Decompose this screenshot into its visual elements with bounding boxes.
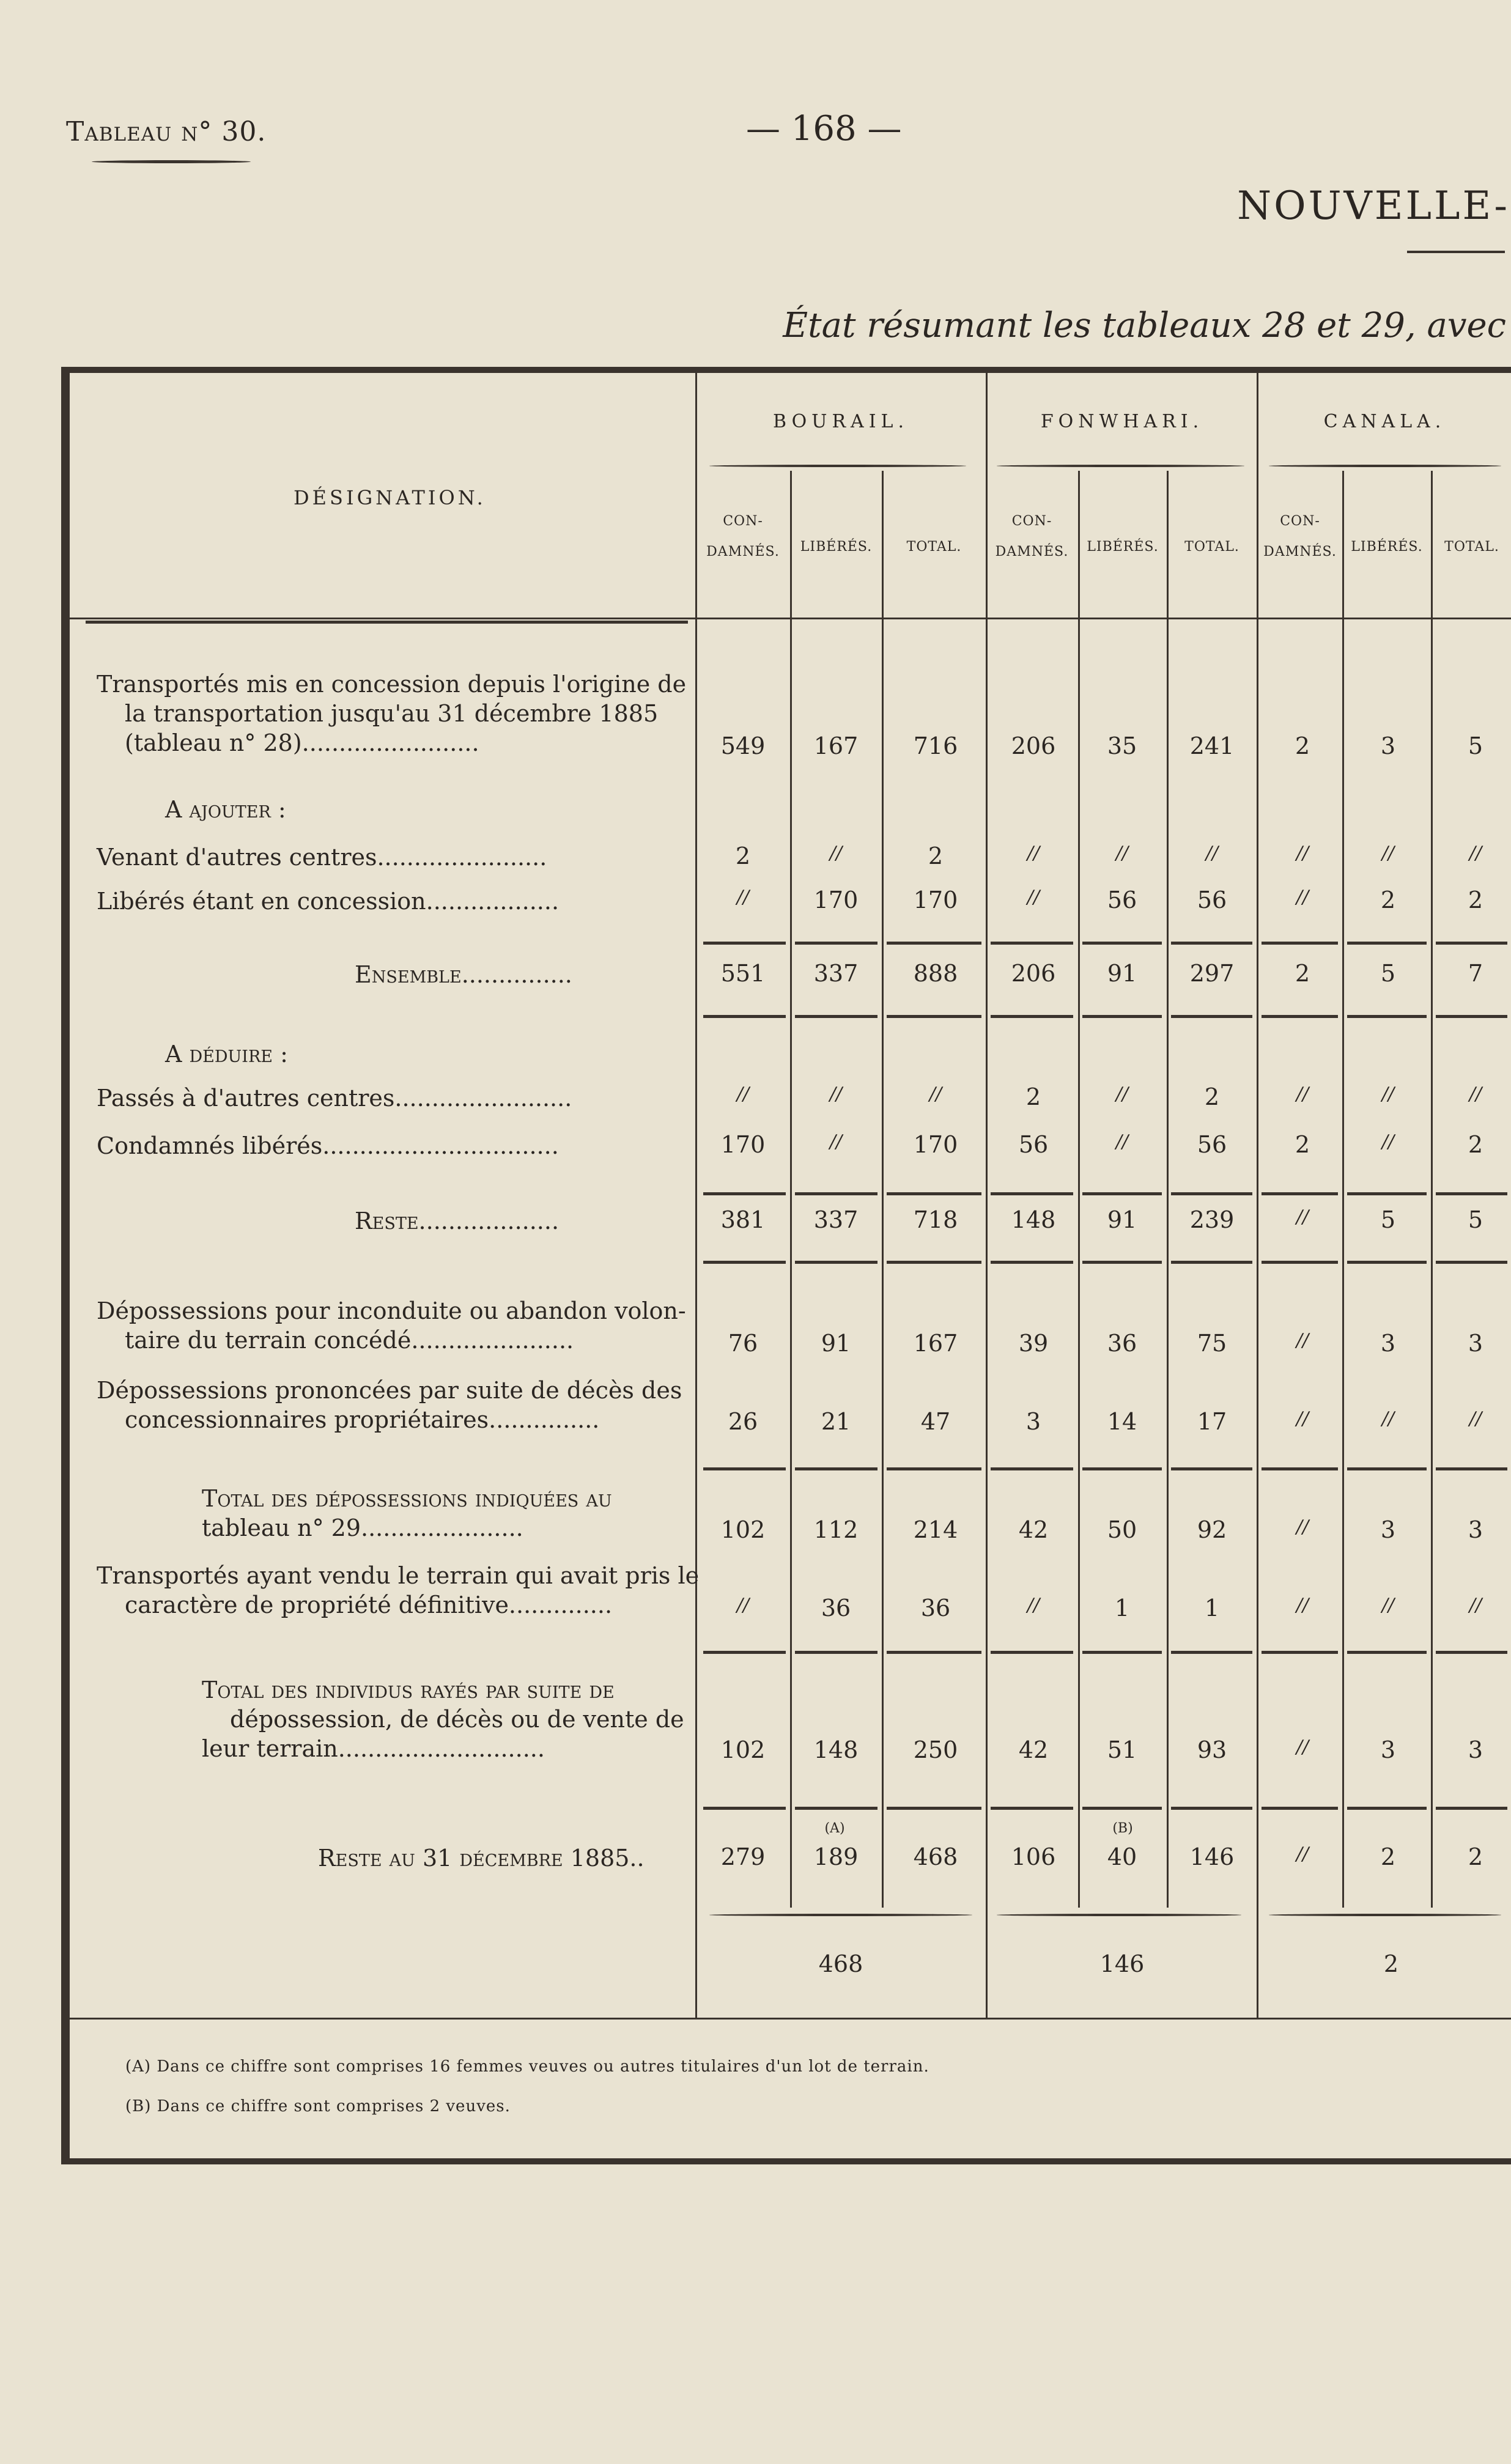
value-cell: 92 — [1197, 1516, 1227, 1543]
value-cell: // — [1296, 1843, 1309, 1865]
subhead-liberes: LIBÉRÉS. — [1087, 539, 1159, 555]
rule-dash — [1262, 942, 1338, 945]
row-label-passes: Passés à d'autres centres........................ — [97, 1085, 572, 1112]
rule-dash — [1171, 1192, 1252, 1195]
row-label-depossessions-inconduite: Dépossessions pour inconduite ou abandon volon- taire du terrain concédé...................... — [97, 1297, 686, 1354]
value-cell: 170 — [913, 887, 958, 913]
value-cell: 3 — [1025, 1408, 1041, 1435]
value-cell: 3 — [1380, 732, 1396, 759]
value-cell: 468 — [913, 1843, 958, 1870]
value-cell: // — [1381, 1131, 1395, 1153]
footnote-a: (A) Dans ce chiffre sont comprises 16 femmes veuves ou autres titulaires d'un lot de terrain. — [125, 2057, 929, 2076]
rule-dash — [1082, 1261, 1162, 1264]
value-cell: // — [1027, 843, 1040, 864]
value-cell: 381 — [720, 1206, 766, 1233]
value-cell: 2 — [1380, 887, 1396, 913]
rule-dash — [1262, 1807, 1338, 1810]
value-cell: 2 — [1204, 1083, 1220, 1110]
rule-dash — [887, 1467, 981, 1470]
value-cell: 56 — [1107, 887, 1137, 913]
value-cell: 1 — [1114, 1595, 1130, 1621]
value-cell: 76 — [728, 1330, 758, 1357]
rule-dash — [1347, 1261, 1427, 1264]
value-cell: 51 — [1107, 1736, 1137, 1763]
subhead-total: TOTAL. — [1184, 539, 1239, 555]
row-label-reste-final: Reste au 31 décembre 1885.. — [318, 1845, 645, 1872]
rule-dash — [1171, 1651, 1252, 1654]
value-cell: 250 — [913, 1736, 958, 1763]
value-cell: // — [1115, 843, 1129, 864]
value-cell: 2 — [1468, 1843, 1483, 1870]
rule-dash — [1436, 1015, 1507, 1018]
rule-dash — [887, 942, 981, 945]
rule-dash — [1436, 1261, 1507, 1264]
subhead-liberes: LIBÉRÉS. — [1351, 539, 1423, 555]
value-cell: 35 — [1107, 732, 1137, 759]
rule-dash — [887, 1192, 981, 1195]
total-brace — [997, 1914, 1241, 1916]
value-cell: 170 — [913, 1131, 958, 1158]
notes-top-rule — [70, 2018, 1511, 2020]
value-cell: // — [829, 843, 843, 864]
value-cell: 39 — [1018, 1330, 1049, 1357]
rule-dash — [991, 1467, 1073, 1470]
row-label-total-individus: Total des individus rayés par suite de dépossession, de décès ou de vente de leur terrain............................ — [202, 1676, 684, 1762]
value-cell: 2 — [1468, 1131, 1483, 1158]
rule-dash — [795, 1192, 877, 1195]
rule-dash — [887, 1261, 981, 1264]
rule-dash — [1082, 1467, 1162, 1470]
rule-dash — [703, 1651, 786, 1654]
group-header-fonwhari: FONWHARI. — [1040, 411, 1204, 432]
value-cell: // — [736, 1083, 750, 1105]
value-cell: // — [1381, 1595, 1395, 1616]
value-cell: 239 — [1189, 1206, 1235, 1233]
col-divider — [1431, 471, 1433, 1908]
value-cell: 2 — [735, 843, 751, 869]
footnote-b: (B) Dans ce chiffre sont comprises 2 veuves. — [125, 2097, 511, 2115]
value-cell: // — [929, 1083, 942, 1105]
value-cell: 2 — [1468, 887, 1483, 913]
value-cell: 102 — [720, 1736, 766, 1763]
rule-dash — [887, 1015, 981, 1018]
value-cell: // — [1296, 1330, 1309, 1351]
value-cell: 206 — [1011, 960, 1056, 987]
rule-dash — [795, 1261, 877, 1264]
rule-dash — [703, 1015, 786, 1018]
rule-dash — [1171, 1261, 1252, 1264]
value-cell: 56 — [1018, 1131, 1049, 1158]
value-cell: // — [1296, 843, 1309, 864]
subhead-total: TOTAL. — [1444, 539, 1499, 555]
row-label-venant: Venant d'autres centres....................... — [97, 844, 547, 871]
value-cell: // — [1296, 1595, 1309, 1616]
row-label-reste: Reste................... — [355, 1208, 560, 1234]
value-cell: 56 — [1197, 887, 1227, 913]
rule-dash — [1347, 1467, 1427, 1470]
table-frame — [61, 367, 1511, 2164]
value-cell: // — [1296, 1736, 1309, 1758]
subhead-condamnes: CON- DAMNÉS. — [1263, 514, 1337, 559]
value-cell: 3 — [1380, 1736, 1396, 1763]
footnote-marker-b: (B) — [1112, 1821, 1133, 1836]
value-cell: // — [1381, 1408, 1395, 1429]
value-cell: 7 — [1468, 960, 1483, 987]
value-cell: 21 — [821, 1408, 851, 1435]
designation-header: DÉSIGNATION. — [294, 486, 486, 509]
total-brace — [1269, 1914, 1501, 1916]
value-cell: 279 — [720, 1843, 766, 1870]
section-title: NOUVELLE- — [1237, 183, 1510, 229]
value-cell: 5 — [1380, 960, 1396, 987]
rule-dash — [1262, 1467, 1338, 1470]
value-cell: 56 — [1197, 1131, 1227, 1158]
rule-dash — [887, 1651, 981, 1654]
col-divider — [790, 471, 792, 1908]
value-cell: 167 — [913, 1330, 958, 1357]
value-cell: // — [1469, 1595, 1482, 1616]
rule-dash — [1262, 1261, 1338, 1264]
value-cell: 91 — [821, 1330, 851, 1357]
value-cell: 91 — [1107, 1206, 1137, 1233]
value-cell: 170 — [813, 887, 859, 913]
rule-dash — [1082, 1807, 1162, 1810]
value-cell: // — [1205, 843, 1219, 864]
value-cell: 888 — [913, 960, 958, 987]
rule-dash — [703, 942, 786, 945]
value-cell: 148 — [1011, 1206, 1056, 1233]
row-label-depossessions-deces: Dépossessions prononcées par suite de décès des concessionnaires propriétaires............... — [97, 1377, 682, 1433]
value-cell: 42 — [1018, 1736, 1049, 1763]
col-divider — [695, 373, 697, 2018]
group-total-fonwhari: 146 — [1099, 1950, 1145, 1977]
value-cell: 337 — [813, 1206, 859, 1233]
rule-dash — [991, 942, 1073, 945]
rule-dash — [1436, 942, 1507, 945]
rule-dash — [86, 621, 688, 624]
value-cell: // — [1296, 1206, 1309, 1228]
rule-dash — [991, 1015, 1073, 1018]
value-cell: 75 — [1197, 1330, 1227, 1357]
rule-dash — [991, 1192, 1073, 1195]
value-cell: 5 — [1380, 1206, 1396, 1233]
subhead-condamnes: CON- DAMNÉS. — [706, 514, 780, 559]
value-cell: 112 — [813, 1516, 859, 1543]
rule-dash — [703, 1192, 786, 1195]
value-cell: // — [1381, 1083, 1395, 1105]
header-rule — [92, 160, 251, 163]
value-cell: 36 — [1107, 1330, 1137, 1357]
value-cell: 17 — [1197, 1408, 1227, 1435]
rule-dash — [1262, 1192, 1338, 1195]
header-bottom-rule — [70, 618, 1511, 619]
value-cell: // — [1296, 1083, 1309, 1105]
subhead-condamnes: CON- DAMNÉS. — [995, 514, 1069, 559]
group-brace — [709, 465, 966, 467]
table-number: Tableau n° 30. — [66, 116, 267, 147]
rule-dash — [1347, 1651, 1427, 1654]
total-brace — [709, 1914, 972, 1916]
value-cell: 170 — [720, 1131, 766, 1158]
value-cell: // — [1027, 887, 1040, 908]
value-cell: 42 — [1018, 1516, 1049, 1543]
value-cell: 36 — [821, 1595, 851, 1621]
value-cell: 3 — [1468, 1516, 1483, 1543]
value-cell: 36 — [920, 1595, 951, 1621]
value-cell: 549 — [720, 732, 766, 759]
value-cell: // — [1296, 1408, 1309, 1429]
rule-dash — [1436, 1651, 1507, 1654]
value-cell: 2 — [1025, 1083, 1041, 1110]
value-cell: 297 — [1189, 960, 1235, 987]
row-label-condamnes-liberes: Condamnés libérés................................ — [97, 1132, 559, 1159]
col-divider — [1078, 471, 1080, 1908]
col-divider — [1167, 471, 1169, 1908]
value-cell: 5 — [1468, 732, 1483, 759]
value-cell: 106 — [1011, 1843, 1056, 1870]
value-cell: 47 — [920, 1408, 951, 1435]
rule-dash — [887, 1807, 981, 1810]
value-cell: // — [1296, 1516, 1309, 1538]
rule-dash — [1347, 1015, 1427, 1018]
value-cell: 189 — [813, 1843, 859, 1870]
value-cell: // — [1115, 1131, 1129, 1153]
rule-dash — [795, 942, 877, 945]
rule-dash — [1082, 942, 1162, 945]
rule-dash — [1171, 1015, 1252, 1018]
value-cell: 337 — [813, 960, 859, 987]
row-label-a-deduire: A déduire : — [165, 1041, 288, 1068]
group-header-bourail: BOURAIL. — [772, 411, 909, 432]
value-cell: // — [1381, 843, 1395, 864]
rule-dash — [1436, 1467, 1507, 1470]
row-label-liberes-concession: Libérés étant en concession.................. — [97, 888, 560, 915]
row-label-transportes-vendu: Transportés ayant vendu le terrain qui avait pris le caractère de propriété définitive.............. — [97, 1562, 700, 1618]
value-cell: 3 — [1380, 1330, 1396, 1357]
rule-dash — [991, 1807, 1073, 1810]
rule-dash — [795, 1651, 877, 1654]
value-cell: // — [829, 1131, 843, 1153]
rule-dash — [1082, 1015, 1162, 1018]
rule-dash — [795, 1015, 877, 1018]
subhead-liberes: LIBÉRÉS. — [800, 539, 873, 555]
value-cell: // — [1469, 1083, 1482, 1105]
value-cell: // — [1296, 887, 1309, 908]
rule-dash — [991, 1261, 1073, 1264]
value-cell: // — [736, 1595, 750, 1616]
value-cell: 2 — [1295, 1131, 1310, 1158]
rule-dash — [703, 1807, 786, 1810]
rule-dash — [795, 1807, 877, 1810]
rule-dash — [703, 1261, 786, 1264]
value-cell: // — [736, 887, 750, 908]
rule-dash — [1171, 1807, 1252, 1810]
value-cell: 1 — [1204, 1595, 1220, 1621]
subhead-total: TOTAL. — [906, 539, 962, 555]
value-cell: 716 — [913, 732, 958, 759]
group-brace — [1269, 465, 1501, 467]
rule-dash — [1262, 1015, 1338, 1018]
value-cell: 241 — [1189, 732, 1235, 759]
value-cell: // — [1469, 843, 1482, 864]
rule-dash — [1171, 1467, 1252, 1470]
rule-dash — [795, 1467, 877, 1470]
table-subtitle: État résumant les tableaux 28 et 29, avec — [783, 306, 1506, 345]
page-number: — 168 — — [746, 109, 902, 149]
rule-dash — [1436, 1807, 1507, 1810]
rule-dash — [1347, 1807, 1427, 1810]
value-cell: 93 — [1197, 1736, 1227, 1763]
value-cell: 102 — [720, 1516, 766, 1543]
value-cell: 5 — [1468, 1206, 1483, 1233]
row-label-transportes: Transportés mis en concession depuis l'origine de la transportation jusqu'au 31 décembre 1885 (tableau n° 28)........................ — [97, 671, 687, 756]
group-total-bourail: 468 — [818, 1950, 863, 1977]
value-cell: 91 — [1107, 960, 1137, 987]
col-divider — [1257, 373, 1258, 2018]
section-rule — [1407, 251, 1505, 253]
rule-dash — [1082, 1192, 1162, 1195]
value-cell: // — [1115, 1083, 1129, 1105]
group-total-canala: 2 — [1383, 1950, 1399, 1977]
value-cell: 551 — [720, 960, 766, 987]
rule-dash — [1262, 1651, 1338, 1654]
value-cell: 167 — [813, 732, 859, 759]
value-cell: 26 — [728, 1408, 758, 1435]
rule-dash — [991, 1651, 1073, 1654]
value-cell: 2 — [928, 843, 944, 869]
value-cell: 50 — [1107, 1516, 1137, 1543]
rule-dash — [1171, 942, 1252, 945]
value-cell: 14 — [1107, 1408, 1137, 1435]
row-label-ensemble: Ensemble............... — [355, 961, 572, 988]
value-cell: // — [1027, 1595, 1040, 1616]
col-divider — [986, 373, 988, 2018]
value-cell: 206 — [1011, 732, 1056, 759]
rule-dash — [1082, 1651, 1162, 1654]
value-cell: 148 — [813, 1736, 859, 1763]
row-label-total-depossessions: Total des dépossessions indiquées au tableau n° 29...................... — [202, 1485, 612, 1541]
group-brace — [997, 465, 1244, 467]
rule-dash — [1347, 1192, 1427, 1195]
value-cell: 214 — [913, 1516, 958, 1543]
value-cell: 718 — [913, 1206, 958, 1233]
col-divider — [882, 471, 884, 1908]
rule-dash — [1436, 1192, 1507, 1195]
value-cell: // — [1469, 1408, 1482, 1429]
row-label-a-ajouter: A ajouter : — [165, 796, 286, 823]
value-cell: 2 — [1380, 1843, 1396, 1870]
value-cell: 2 — [1295, 732, 1310, 759]
value-cell: 3 — [1468, 1330, 1483, 1357]
col-divider — [1342, 471, 1344, 1908]
group-header-canala: CANALA. — [1323, 411, 1446, 432]
value-cell: 3 — [1468, 1736, 1483, 1763]
rule-dash — [703, 1467, 786, 1470]
value-cell: 3 — [1380, 1516, 1396, 1543]
value-cell: 40 — [1107, 1843, 1137, 1870]
footnote-marker-a: (A) — [824, 1821, 845, 1836]
value-cell: 2 — [1295, 960, 1310, 987]
value-cell: // — [829, 1083, 843, 1105]
value-cell: 146 — [1189, 1843, 1235, 1870]
rule-dash — [1347, 942, 1427, 945]
